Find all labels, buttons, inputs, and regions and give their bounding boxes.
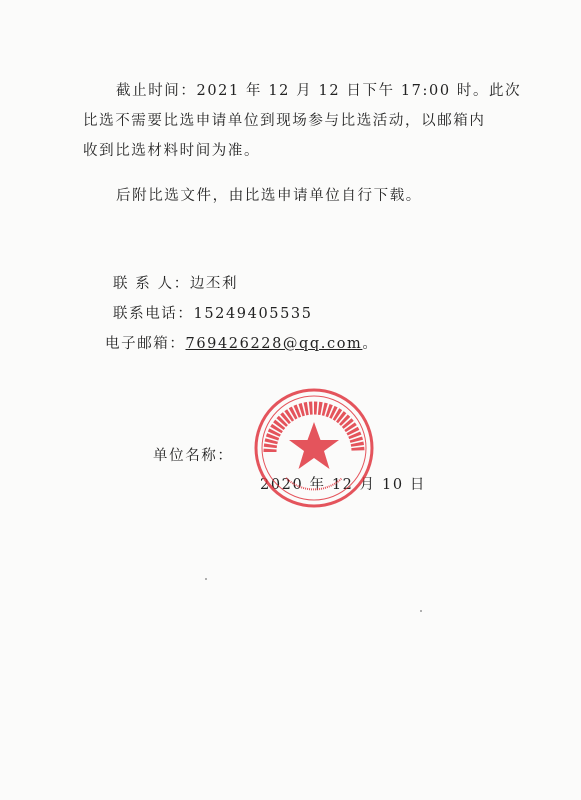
contact-email-suffix: 。 [362, 336, 379, 352]
signature-date: 2020 年 12 月 10 日 [260, 477, 426, 493]
contact-phone-row [113, 302, 313, 323]
seal-lower-text-band [286, 478, 342, 489]
contact-person-value: 边丕利 [189, 276, 239, 292]
deadline-text-line-2: 比选不需要比选申请单位到现场参与比选活动，以邮箱内 [83, 113, 486, 129]
paper-speck [205, 578, 207, 580]
seal-star-icon [289, 422, 339, 469]
contact-person-label: 联 系 人： [113, 276, 190, 292]
contact-email-link[interactable]: 769426228@qq.com [185, 336, 363, 352]
contact-email-row [105, 332, 379, 353]
contact-phone-value: 15249405535 [193, 306, 313, 322]
seal-graphic [256, 390, 372, 506]
contact-email-label: 电子邮箱： [105, 336, 186, 352]
deadline-text-line-3: 收到比选材料时间为准。 [83, 143, 261, 159]
unit-name-label: 单位名称： [153, 448, 234, 464]
deadline-text-line-1: 截止时间：2021 年 12 月 12 日下午 17:00 时。此次 [116, 83, 522, 99]
paper-speck [420, 610, 422, 612]
contact-person-row [113, 272, 238, 293]
attachment-note: 后附比选文件，由比选申请单位自行下载。 [116, 188, 422, 204]
official-seal-stamp [252, 386, 376, 510]
contact-phone-label: 联系电话： [113, 306, 194, 322]
